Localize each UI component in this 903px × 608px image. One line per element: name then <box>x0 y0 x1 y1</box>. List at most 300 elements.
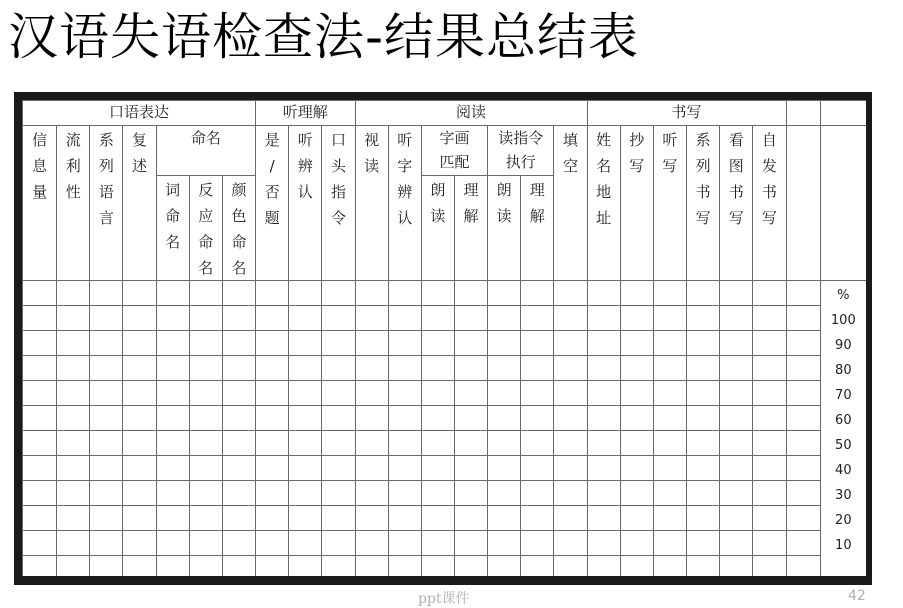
header-char: 词 <box>165 181 181 199</box>
header-char: 地 <box>596 183 612 201</box>
score-cell <box>156 506 189 531</box>
header-char: 令 <box>330 209 346 227</box>
header-char: 列 <box>695 157 711 175</box>
score-cell <box>587 431 620 456</box>
blank-header-cell <box>786 101 820 126</box>
score-cell <box>454 531 487 556</box>
score-cell <box>454 556 487 577</box>
score-cell <box>687 456 720 481</box>
score-cell <box>587 531 620 556</box>
score-cell <box>388 331 421 356</box>
scale-label: 20 <box>835 513 852 528</box>
score-cell <box>521 531 554 556</box>
score-cell <box>454 406 487 431</box>
col-info-amount <box>23 126 57 281</box>
score-cell <box>90 306 123 331</box>
score-cell <box>289 481 322 506</box>
score-cell <box>222 531 255 556</box>
col-fluency <box>57 126 90 281</box>
score-cell <box>786 531 820 556</box>
score-cell <box>720 406 753 431</box>
score-cell <box>488 356 521 381</box>
score-cell <box>123 481 156 506</box>
score-cell <box>488 431 521 456</box>
blank-header-cell <box>820 126 866 281</box>
score-cell <box>786 506 820 531</box>
header-char: 口 <box>330 131 346 149</box>
score-cell <box>620 356 653 381</box>
score-cell <box>57 331 90 356</box>
score-cell <box>488 281 521 306</box>
score-cell <box>620 431 653 456</box>
header-line: 执行 <box>505 153 536 171</box>
score-cell <box>454 456 487 481</box>
score-cell <box>421 431 454 456</box>
score-cell <box>222 381 255 406</box>
score-cell <box>123 431 156 456</box>
score-cell <box>521 481 554 506</box>
score-cell <box>189 531 222 556</box>
score-cell <box>753 506 786 531</box>
col-match-comprehend <box>454 176 487 281</box>
header-char: 系 <box>98 131 114 149</box>
table-area <box>22 100 866 576</box>
score-cell <box>23 381 57 406</box>
col-picture-writing <box>720 126 753 281</box>
header-char: 写 <box>761 209 777 227</box>
score-cell <box>454 306 487 331</box>
header-char: 名 <box>596 157 612 175</box>
score-cell <box>156 331 189 356</box>
score-cell <box>720 556 753 577</box>
score-cell <box>156 456 189 481</box>
score-cell <box>488 456 521 481</box>
header-char: 听 <box>297 131 313 149</box>
score-cell <box>587 381 620 406</box>
header-char: 名 <box>165 233 181 251</box>
score-cell <box>786 281 820 306</box>
group-listening: 听理解 <box>256 101 355 126</box>
score-cell <box>256 456 289 481</box>
header-char: 性 <box>65 183 81 201</box>
score-cell <box>786 431 820 456</box>
table-row <box>23 281 867 306</box>
score-cell <box>57 356 90 381</box>
header-char: 息 <box>32 157 48 175</box>
score-cell <box>587 331 620 356</box>
header-char: 利 <box>65 157 81 175</box>
score-cell <box>57 381 90 406</box>
score-cell <box>355 456 388 481</box>
score-cell <box>454 356 487 381</box>
header-char: / <box>269 157 275 175</box>
score-cell <box>521 281 554 306</box>
header-char: 应 <box>198 207 214 225</box>
col-naming: 命名 <box>156 126 256 176</box>
score-cell <box>355 531 388 556</box>
score-cell <box>355 381 388 406</box>
percent-scale <box>820 281 866 577</box>
header-line: 字画 <box>439 129 470 147</box>
score-cell <box>620 331 653 356</box>
score-cell <box>289 306 322 331</box>
score-cell <box>322 306 355 331</box>
header-char: 理 <box>463 181 479 199</box>
score-cell <box>90 531 123 556</box>
score-cell <box>554 306 587 331</box>
score-cell <box>189 381 222 406</box>
score-cell <box>156 556 189 577</box>
score-cell <box>222 306 255 331</box>
score-cell <box>720 281 753 306</box>
score-cell <box>421 406 454 431</box>
score-cell <box>90 281 123 306</box>
score-cell <box>189 431 222 456</box>
score-cell <box>388 431 421 456</box>
score-cell <box>653 381 686 406</box>
score-cell <box>587 506 620 531</box>
score-cell <box>620 531 653 556</box>
score-cell <box>421 556 454 577</box>
score-cell <box>653 406 686 431</box>
score-cell <box>720 356 753 381</box>
scale-label: 80 <box>835 363 852 378</box>
score-cell <box>90 481 123 506</box>
score-cell <box>620 506 653 531</box>
score-cell <box>620 456 653 481</box>
score-cell <box>189 456 222 481</box>
score-cell <box>123 281 156 306</box>
score-cell <box>222 556 255 577</box>
table-row <box>23 381 867 406</box>
score-cell <box>123 456 156 481</box>
score-cell <box>57 481 90 506</box>
header-char: 理 <box>529 181 545 199</box>
score-cell <box>786 306 820 331</box>
header-char: 写 <box>728 209 744 227</box>
score-cell <box>720 506 753 531</box>
score-cell <box>753 406 786 431</box>
score-cell <box>189 306 222 331</box>
score-cell <box>222 431 255 456</box>
col-fill-blank <box>554 126 587 281</box>
header-char: 指 <box>330 183 346 201</box>
header-char: 流 <box>65 131 81 149</box>
col-word-recognition <box>388 126 421 281</box>
score-cell <box>355 481 388 506</box>
score-cell <box>355 406 388 431</box>
col-color-naming <box>222 176 255 281</box>
col-response-naming <box>189 176 222 281</box>
score-cell <box>23 481 57 506</box>
score-cell <box>587 481 620 506</box>
col-serial-writing <box>687 126 720 281</box>
score-cell <box>322 331 355 356</box>
score-cell <box>454 281 487 306</box>
score-cell <box>488 506 521 531</box>
scale-label: 100 <box>830 313 856 328</box>
header-char: 写 <box>629 157 645 175</box>
score-cell <box>521 381 554 406</box>
score-cell <box>421 531 454 556</box>
score-cell <box>786 331 820 356</box>
scale-label: % <box>837 288 850 303</box>
score-cell <box>189 556 222 577</box>
score-cell <box>786 481 820 506</box>
score-cell <box>222 506 255 531</box>
group-speech: 口语表达 <box>23 101 256 126</box>
score-cell <box>554 281 587 306</box>
score-cell <box>156 431 189 456</box>
header-char: 语 <box>98 183 114 201</box>
score-cell <box>123 531 156 556</box>
header-char: 颜 <box>231 181 247 199</box>
score-cell <box>786 356 820 381</box>
col-yes-no <box>256 126 289 281</box>
score-cell <box>554 356 587 381</box>
score-cell <box>687 431 720 456</box>
score-cell <box>256 481 289 506</box>
score-cell <box>222 456 255 481</box>
table-row <box>23 331 867 356</box>
score-cell <box>753 531 786 556</box>
score-cell <box>454 431 487 456</box>
col-spontaneous-writing <box>753 126 786 281</box>
score-cell <box>388 506 421 531</box>
score-cell <box>521 306 554 331</box>
score-cell <box>454 381 487 406</box>
header-char: 听 <box>662 131 678 149</box>
header-char: 命 <box>165 207 181 225</box>
col-sight-reading <box>355 126 388 281</box>
score-cell <box>587 306 620 331</box>
score-cell <box>322 381 355 406</box>
page-number: 42 <box>848 588 866 604</box>
score-cell <box>653 531 686 556</box>
score-cell <box>687 306 720 331</box>
score-cell <box>521 331 554 356</box>
score-cell <box>421 281 454 306</box>
score-cell <box>653 481 686 506</box>
header-char: 视 <box>364 131 380 149</box>
header-char: 列 <box>98 157 114 175</box>
col-instr-comprehend <box>521 176 554 281</box>
score-cell <box>620 306 653 331</box>
header-char: 看 <box>728 131 744 149</box>
score-cell <box>488 531 521 556</box>
score-cell <box>90 506 123 531</box>
header-char: 写 <box>662 157 678 175</box>
score-cell <box>653 556 686 577</box>
score-cell <box>521 431 554 456</box>
score-cell <box>554 331 587 356</box>
header-line: 读指令 <box>498 129 544 147</box>
score-cell <box>156 481 189 506</box>
score-cell <box>90 331 123 356</box>
group-reading: 阅读 <box>355 101 587 126</box>
score-cell <box>488 556 521 577</box>
score-cell <box>289 456 322 481</box>
score-cell <box>587 356 620 381</box>
score-cell <box>753 381 786 406</box>
score-cell <box>521 406 554 431</box>
score-cell <box>289 281 322 306</box>
score-cell <box>322 281 355 306</box>
score-cell <box>355 356 388 381</box>
header-char: 名 <box>231 259 247 277</box>
score-cell <box>421 481 454 506</box>
header-char: 反 <box>198 181 214 199</box>
header-char: 复 <box>131 131 147 149</box>
score-cell <box>521 456 554 481</box>
header-char: 图 <box>728 157 744 175</box>
header-char: 名 <box>198 259 214 277</box>
score-cell <box>90 406 123 431</box>
table-row <box>23 481 867 506</box>
score-cell <box>123 356 156 381</box>
header-char: 姓 <box>596 131 612 149</box>
score-cell <box>488 306 521 331</box>
score-cell <box>554 506 587 531</box>
score-cell <box>222 331 255 356</box>
score-cell <box>620 281 653 306</box>
score-cell <box>256 556 289 577</box>
header-char: 色 <box>231 207 247 225</box>
header-char: 抄 <box>629 131 645 149</box>
table-row <box>23 556 867 577</box>
score-cell <box>256 331 289 356</box>
score-cell <box>421 306 454 331</box>
score-cell <box>554 431 587 456</box>
score-cell <box>222 406 255 431</box>
score-cell <box>189 481 222 506</box>
score-cell <box>388 406 421 431</box>
score-cell <box>189 506 222 531</box>
header-char: 命 <box>198 233 214 251</box>
table-row <box>23 406 867 431</box>
scale-label: 60 <box>835 413 852 428</box>
score-cell <box>687 281 720 306</box>
score-cell <box>753 331 786 356</box>
score-cell <box>322 431 355 456</box>
score-cell <box>23 556 57 577</box>
score-cell <box>687 506 720 531</box>
score-cell <box>488 481 521 506</box>
score-cell <box>189 281 222 306</box>
score-cell <box>786 406 820 431</box>
score-cell <box>687 531 720 556</box>
score-cell <box>620 381 653 406</box>
score-cell <box>687 406 720 431</box>
header-char: 自 <box>761 131 777 149</box>
score-cell <box>23 281 57 306</box>
col-oral-command <box>322 126 355 281</box>
col-instr-read <box>488 176 521 281</box>
score-cell <box>388 556 421 577</box>
score-cell <box>488 406 521 431</box>
header-char: 辨 <box>297 157 313 175</box>
table-row <box>23 356 867 381</box>
score-cell <box>720 531 753 556</box>
header-char: 解 <box>463 207 479 225</box>
page-title: 汉语失语检查法-结果总结表 <box>8 8 640 66</box>
header-char: 发 <box>761 157 777 175</box>
table-row <box>23 531 867 556</box>
score-cell <box>720 456 753 481</box>
header-char: 题 <box>264 209 280 227</box>
score-cell <box>521 356 554 381</box>
score-cell <box>521 506 554 531</box>
table-row <box>23 506 867 531</box>
score-cell <box>355 281 388 306</box>
header-char: 址 <box>596 209 612 227</box>
header-char: 量 <box>32 183 48 201</box>
score-cell <box>57 456 90 481</box>
score-cell <box>57 306 90 331</box>
header-line: 匹配 <box>439 153 470 171</box>
header-char: 命 <box>231 233 247 251</box>
score-cell <box>322 556 355 577</box>
score-cell <box>256 281 289 306</box>
blank-header-cell <box>820 101 866 126</box>
header-char: 书 <box>728 183 744 201</box>
score-cell <box>421 331 454 356</box>
header-char: 辨 <box>397 183 413 201</box>
score-cell <box>322 506 355 531</box>
score-cell <box>289 506 322 531</box>
score-cell <box>123 306 156 331</box>
score-cell <box>388 481 421 506</box>
score-cell <box>23 331 57 356</box>
score-cell <box>57 281 90 306</box>
score-cell <box>720 331 753 356</box>
header-char: 听 <box>397 131 413 149</box>
col-picture-match <box>421 126 487 176</box>
score-cell <box>322 531 355 556</box>
score-cell <box>123 381 156 406</box>
scale-label: 10 <box>835 538 852 553</box>
score-cell <box>123 556 156 577</box>
score-cell <box>355 431 388 456</box>
score-cell <box>90 356 123 381</box>
score-cell <box>256 306 289 331</box>
score-cell <box>388 306 421 331</box>
col-serial-speech <box>90 126 123 281</box>
score-cell <box>587 556 620 577</box>
col-read-command <box>488 126 554 176</box>
score-cell <box>256 431 289 456</box>
score-cell <box>355 306 388 331</box>
score-cell <box>521 556 554 577</box>
score-cell <box>620 481 653 506</box>
score-cell <box>587 406 620 431</box>
header-char: 否 <box>264 183 280 201</box>
score-cell <box>388 531 421 556</box>
col-name-address <box>587 126 620 281</box>
header-char: 字 <box>397 157 413 175</box>
score-cell <box>156 406 189 431</box>
score-cell <box>653 281 686 306</box>
score-cell <box>355 331 388 356</box>
score-cell <box>653 431 686 456</box>
col-match-read <box>421 176 454 281</box>
score-cell <box>156 281 189 306</box>
score-cell <box>454 481 487 506</box>
score-cell <box>753 556 786 577</box>
header-char: 是 <box>264 131 280 149</box>
score-cell <box>687 356 720 381</box>
score-cell <box>289 331 322 356</box>
